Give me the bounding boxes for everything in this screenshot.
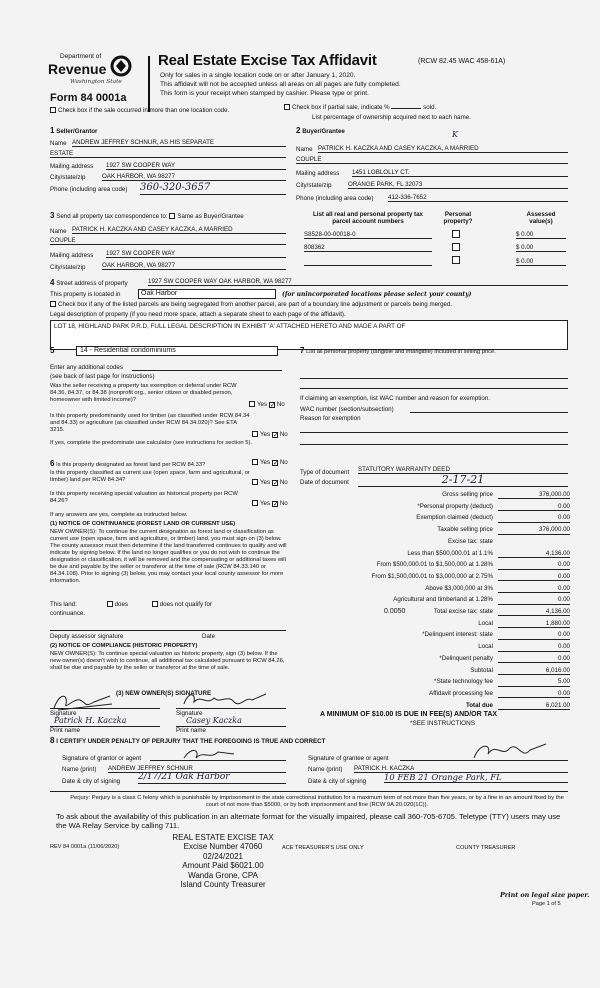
section-5-num: 5	[50, 346, 55, 355]
page-number: Page 1 of 5	[532, 901, 561, 907]
parcel-col-header: List all real and personal property tax parcel account numbers	[312, 211, 424, 226]
stamp-line-4: Amount Paid $6021.00	[182, 861, 264, 871]
section-1-num: 1	[50, 126, 55, 135]
grantor-name-label: Name (print)	[62, 766, 97, 773]
seller-mailing-label: Mailing address	[50, 163, 94, 170]
personal-property-line-2[interactable]	[300, 388, 568, 389]
doc-date-label: Date of document	[300, 479, 349, 486]
owner-signature-line-1[interactable]	[50, 708, 160, 709]
multi-location-check[interactable]: Check box if the sale occurred in more than one location code.	[50, 107, 229, 114]
tax-row	[300, 596, 570, 606]
tax-row-value[interactable]: 1,880.00	[498, 620, 570, 628]
corr-name-label: Name	[50, 228, 67, 235]
buyer-initial-mark: K	[452, 130, 458, 139]
doc-type-label: Type of document	[300, 469, 350, 476]
tax-row	[300, 550, 570, 560]
tax-row-label: Agricultural and timberland at 1.28%	[393, 596, 493, 604]
tax-row-label: Subtotal	[470, 666, 493, 674]
legal-description-field[interactable]: LOT 18, HIGHLAND PARK P.R.D, FULL LEGAL DESCRIPTION IN EXHIBIT 'A' ATTACHED HERETO AND MADE A PART OF	[50, 320, 568, 350]
historic-no-checkbox[interactable]	[272, 501, 278, 507]
notice-1-text: NEW OWNER(S): To continue the current designation as forest land or classification as current use (open space, farm and agriculture, or timber) land, you must sign on (3) below. The county assessor must then determine if the land transferred continues to qualify and will indicate by signing below. If the land no longer qualifies or you do not wish to continue the designation or classification, it will be removed and the compensating or additional taxes will be due and payable by the seller or transferor at the time of sale (RCW 84.33.140 or 84.34.108). Prior to signing (3) below, you may contact your local county assessor for more information.	[50, 529, 287, 585]
print-name-2[interactable]: Casey Kaczka	[186, 716, 242, 725]
tax-row-label: From $1,500,000.01 to $3,000,000 at 2.75%	[371, 572, 493, 580]
buyer-name-label: Name	[296, 146, 313, 153]
forest-yes-checkbox[interactable]	[252, 459, 258, 465]
tax-row-value[interactable]: 0.00	[498, 514, 570, 522]
tax-row-value[interactable]: 5.00	[498, 678, 570, 686]
notice-2-text: NEW OWNER(S): To continue special valuation as historic property, sign (3) below. If the new owner(s) doesn't wish to continue, all additional tax calculated pursuant to RCW 84.26, shall be due and payable by the seller or transferor at the time of sale.	[50, 651, 285, 672]
q1-yes-checkbox[interactable]	[249, 401, 255, 407]
tax-row-label: Total due	[465, 701, 493, 709]
section-6-q3: Is this property receiving special valuation as historical property per RCW 84.26?	[50, 491, 238, 505]
corr-mailing-label: Mailing address	[50, 252, 94, 259]
buyer-phone-label: Phone (including area code)	[296, 195, 374, 202]
form-number: Form 84 0001a	[50, 92, 127, 104]
parcel-number[interactable]	[304, 258, 432, 266]
legal-label: Legal description of property (if you need more space, attach a separate sheet to each page of the affidavit).	[50, 311, 346, 318]
forest-no-checkbox[interactable]	[272, 460, 278, 466]
section6-q2-answer[interactable]: Yes ✓ No	[252, 479, 288, 486]
doc-type-field[interactable]: STATUTORY WARRANTY DEED	[358, 466, 568, 474]
tax-row-value[interactable]: 6,021.00	[498, 702, 570, 710]
tax-row-value[interactable]: 0.00	[498, 503, 570, 511]
grantee-signature-line[interactable]	[400, 760, 568, 761]
current-use-no-checkbox[interactable]	[272, 480, 278, 486]
seller-mailing-field[interactable]: 1927 SW COOPER WAY	[106, 162, 286, 170]
section5-q2-answer[interactable]: Yes ✓ No	[252, 431, 288, 438]
seller-heading: Seller/Grantor	[56, 128, 98, 135]
q2-no-checkbox[interactable]	[272, 432, 278, 438]
dept-revenue: Revenue	[48, 61, 107, 77]
county-treasurer-label: COUNTY TREASURER	[456, 845, 516, 851]
header-note-2: This affidavit will not be accepted unless all areas on all pages are fully completed.	[160, 81, 401, 88]
tax-row-value[interactable]: 4,136.00	[498, 550, 570, 558]
personal-property-checkbox[interactable]	[452, 256, 460, 264]
notice-1-title: (1) NOTICE OF CONTINUANCE (FOREST LAND OR CURRENT USE)	[50, 521, 236, 527]
assessed-value[interactable]: $ 0.00	[516, 258, 566, 266]
tax-row	[300, 667, 570, 677]
list-percentage: List percentage of ownership acquired next to each name.	[312, 114, 471, 121]
dept-washington: Washington State	[70, 79, 122, 85]
grantor-sig-label: Signature of grantor or agent	[62, 755, 142, 762]
local-rate: 0.0050	[384, 608, 406, 615]
tax-row	[300, 608, 570, 618]
wac-label: WAC number (section/subsection)	[300, 406, 394, 413]
exemption-note: If claiming an exemption, list WAC number and reason for exemption.	[300, 395, 490, 402]
seller-phone-field[interactable]: 360-320-3657	[140, 182, 286, 195]
street-label: Street address of property	[56, 280, 128, 287]
buyer-city-field[interactable]: ORANGE PARK, FL 32073	[348, 181, 568, 189]
tax-row-value[interactable]: 6,016.00	[498, 667, 570, 675]
deputy-signature-line[interactable]	[50, 630, 286, 631]
footer-rule	[50, 791, 568, 792]
q1-no-checkbox[interactable]	[269, 402, 275, 408]
buyer-name-field[interactable]: PATRICK H. KACZKA AND CASEY KACZKA, A MARRIED	[318, 145, 568, 153]
section-2-num: 2	[296, 126, 301, 135]
tax-row	[300, 690, 570, 700]
section-1	[50, 126, 282, 136]
tax-row-label: Taxable selling price	[437, 526, 493, 534]
new-owner-sig-label: (3) NEW OWNER(S) SIGNATURE	[116, 690, 212, 697]
historic-yes-checkbox[interactable]	[252, 500, 258, 506]
personal-property-checkbox[interactable]	[452, 243, 460, 251]
street-field[interactable]: 1927 SW COOPER WAY OAK HARBOR, WA 98277	[148, 278, 568, 286]
print-name-1[interactable]: Patrick H. Kaczka	[54, 716, 127, 725]
grantee-sig-label: Signature of grantee or agent	[308, 755, 389, 762]
stamp-line-5: Wanda Grone, CPA	[188, 870, 258, 880]
section5-q1-answer[interactable]: Yes ✓ No	[249, 401, 285, 408]
q2-yes-checkbox[interactable]	[252, 431, 258, 437]
buyer-city-label: City/state/zip	[296, 182, 332, 189]
form-title: Real Estate Excise Tax Affidavit	[158, 52, 377, 69]
legal-size-note: Print on legal size paper.	[500, 891, 590, 899]
tax-row	[300, 573, 570, 583]
corr-name-field-2[interactable]: COUPLE	[50, 237, 286, 245]
tax-row	[300, 514, 570, 524]
reason-line-1[interactable]	[300, 432, 568, 433]
treasurer-stamp	[168, 833, 278, 890]
stamp-line-1: REAL ESTATE EXCISE TAX	[172, 833, 274, 842]
seller-city-field[interactable]: OAK HARBOR, WA 98277	[102, 173, 286, 181]
deputy-signature-label: Deputy assessor signature	[50, 633, 124, 640]
form-citation: (RCW 82.45 WAC 458-61A)	[418, 58, 506, 65]
section-4	[50, 278, 128, 288]
wac-field[interactable]	[410, 406, 568, 413]
parcel-number[interactable]: S8528-00-00018-0	[304, 231, 432, 239]
continuance-label: continuance.	[50, 610, 86, 617]
use-code-select[interactable]: 14 - Residential condominiums	[76, 346, 278, 356]
tax-row-label: *Delinquent penalty	[439, 654, 493, 662]
land-does-not-checkbox[interactable]	[152, 601, 158, 607]
same-as-buyer-checkbox[interactable]	[169, 213, 175, 219]
buyer-mailing-field[interactable]: 1451 LOBLOLLY CT.	[352, 169, 568, 177]
tax-row	[300, 631, 570, 641]
additional-codes-label: Enter any additional codes	[50, 364, 123, 371]
tax-row	[300, 503, 570, 513]
current-use-yes-checkbox[interactable]	[252, 479, 258, 485]
assessed-col-header: Assessed value(s)	[526, 211, 556, 226]
seller-phone-label: Phone (including area code)	[50, 186, 128, 193]
tax-row-label: Excise tax: state	[447, 537, 493, 545]
tax-row-value[interactable]: 0.00	[498, 655, 570, 663]
section-6-q1: 6 Is this property designated as forest land per RCW 84.33?	[50, 459, 206, 468]
doc-date-field[interactable]: 2-17-21	[358, 473, 568, 487]
tax-row-label: Local	[478, 643, 493, 651]
located-label: This property is located in	[50, 291, 121, 298]
minimum-due: A MINIMUM OF $10.00 IS DUE IN FEE(S) AND/OR TAX	[320, 711, 498, 718]
tax-row-label: *Personal property (deduct)	[417, 502, 493, 510]
rev-label: REV 84 0001a (11/06/2020)	[50, 844, 120, 850]
tax-row	[300, 620, 570, 630]
tax-row-value[interactable]: 0.00	[498, 643, 570, 651]
additional-codes-field[interactable]	[132, 364, 282, 371]
tax-row-label: Affidavit processing fee	[429, 689, 493, 697]
grantee-date-field[interactable]: 10 FEB 21 Orange Park, FL	[384, 772, 568, 783]
stamp-line-2: Excise Number 47060	[183, 842, 263, 852]
tax-row-value[interactable]: 0.00	[498, 573, 570, 581]
land-does-checkbox[interactable]	[107, 601, 113, 607]
grantor-signature-icon	[180, 744, 240, 764]
tax-row-label: Exemption claimed (deduct)	[416, 514, 493, 522]
multi-location-checkbox[interactable]	[50, 107, 56, 113]
header-note-3: This form is your receipt when stamped by cashier. Please type or print.	[160, 90, 369, 97]
reason-line-2[interactable]	[300, 444, 568, 445]
reason-label: Reason for exemption	[300, 415, 361, 422]
see-instructions: *SEE INSTRUCTIONS	[410, 720, 475, 727]
seller-name-field[interactable]: ANDREW JEFFREY SCHNUR, AS HIS SEPARATE	[72, 139, 286, 147]
tax-row	[300, 643, 570, 653]
header-note-1: Only for sales in a single location code on or after January 1, 2020.	[160, 72, 356, 79]
treasurer-use-label: ACE TREASURER'S USE ONLY	[282, 845, 364, 851]
section6-q1-answer[interactable]: Yes ✓ No	[252, 459, 288, 466]
tax-row-label: Gross selling price	[442, 491, 493, 498]
tax-row-label: Less than $500,000.01 at 1.1%	[407, 549, 493, 557]
personal-property-line-1[interactable]	[300, 378, 568, 379]
stamp-line-3: 02/24/2021	[202, 851, 244, 861]
tax-row-label: *State technology fee	[434, 678, 493, 686]
grantee-name-field[interactable]: PATRICK H. KACZKA	[354, 765, 568, 773]
section5-q2: Is this property predominantly used for timber (as classified under RCW 84.34 and 84.33) or agriculture (as classified under RCW 84.34.020)? See ETA 3215.	[50, 413, 250, 434]
buyer-name-field-2[interactable]: COUPLE	[296, 156, 568, 164]
tax-row	[300, 702, 570, 712]
section5-q1: Was the seller receiving a property tax exemption or deferral under RCW 84.36, 84.37, or 84.38 (nonprofit org., senior citizen or disabled person, homeowner with limited income)?	[50, 383, 237, 404]
section-4-num: 4	[50, 278, 55, 287]
tax-row-value[interactable]: 0.00	[498, 690, 570, 698]
section-3-num: 3	[50, 211, 55, 220]
buyer-heading: Buyer/Grantee	[302, 128, 345, 135]
owner-signature-line-2[interactable]	[176, 708, 286, 709]
personal-property-checkbox[interactable]	[452, 230, 460, 238]
tax-row	[300, 538, 570, 548]
revenue-logo-icon	[110, 55, 132, 77]
see-back-label: (see back of last page for instructions)	[50, 373, 155, 380]
section5-q2-note: If yes, complete the predominate use calculator (see instructions for section 5).	[50, 440, 253, 446]
stamp-line-6: Island County Treasurer	[180, 880, 266, 890]
segregated-check[interactable]: Check box if any of the listed parcels are being segregated from another parcel, are part of a boundary line adjustment or parcels being merged.	[50, 301, 452, 308]
section6-q3-answer[interactable]: Yes ✓ No	[252, 500, 288, 507]
grantor-date-label: Date & city of signing	[62, 778, 121, 785]
notice-2-title: (2) NOTICE OF COMPLIANCE (HISTORIC PROPERTY)	[50, 643, 198, 649]
located-note: (for unincorporated locations please select your county)	[282, 291, 472, 298]
assessed-value[interactable]: $ 0.00	[516, 244, 566, 252]
this-land-row: This land: does does not qualify for	[50, 601, 213, 608]
alternate-format-note: To ask about the availability of this publication in an alternate format for the visually impaired, please call 360-705-6705. Teletype (TTY) users may use the WA Relay Service by calling 711.	[56, 812, 561, 830]
tax-row-label: From $500,000.01 to $1,500,000 at 1.28%	[376, 561, 493, 569]
section-8: 8 I CERTIFY UNDER PENALTY OF PERJURY THAT THE FOREGOING IS TRUE AND CORRECT	[50, 736, 326, 745]
tax-row-value[interactable]: 0.00	[498, 561, 570, 569]
tax-row-value[interactable]: 0.00	[498, 596, 570, 604]
grantor-name-field[interactable]: ANDREW JEFFREY SCHNUR	[108, 765, 286, 773]
partial-sale-checkbox[interactable]	[284, 104, 290, 110]
corr-city-label: City/state/zip	[50, 264, 86, 271]
grantor-date-field[interactable]: 2/17/21 Oak Harbor	[138, 772, 286, 784]
tax-row-value[interactable]: 4,136.00	[498, 608, 570, 616]
seller-name-field-2[interactable]: ESTATE	[50, 150, 286, 158]
seller-city-label: City/state/zip	[50, 174, 86, 181]
tax-row	[300, 491, 570, 501]
perjury-note: Perjury: Perjury is a class C felony which is punishable by imprisonment in the state correctional institution for a maximum term of not more than five years, or by a fine in an amount fixed by the court of not more than $5000, or by both imprisonment and fine (RCW 9A.20.020(1C)).	[70, 795, 564, 809]
tax-row-value[interactable]: 376,000.00	[498, 526, 570, 534]
tax-row	[300, 678, 570, 688]
grantee-name-label: Name (print)	[308, 766, 343, 773]
location-select[interactable]: Oak Harbor	[138, 289, 276, 299]
grantor-signature-line[interactable]	[150, 760, 286, 761]
print-name-label-1: Print name	[50, 727, 80, 734]
tax-row	[300, 585, 570, 595]
tax-row-label: Above $3,000,000 at 3%	[425, 584, 493, 592]
tax-row	[300, 526, 570, 536]
section-6-q2: Is this property classified as current use (open space, farm and agricultural, or timber) land per RCW 84.34?	[50, 470, 250, 484]
partial-sale-check[interactable]: Check box if partial sale, indicate % sold.	[284, 104, 436, 111]
tax-row-label: Local	[478, 619, 493, 627]
tax-row	[300, 561, 570, 571]
tax-row-label: Total excise tax: state	[433, 608, 493, 615]
parcel-number[interactable]: 808362	[304, 244, 432, 252]
dept-of: Department of	[60, 53, 102, 60]
signature-label-2: Signature	[176, 710, 203, 717]
corr-name-field[interactable]: PATRICK H. KACZKA AND CASEY KACZKA, A MARRIED	[72, 226, 286, 234]
corr-city-field[interactable]: OAK HARBOR, WA 98277	[102, 262, 286, 270]
tax-row-value[interactable]: 376,000.00	[498, 491, 570, 499]
segregated-checkbox[interactable]	[50, 301, 56, 307]
corr-mailing-field[interactable]: 1927 SW COOPER WAY	[106, 250, 286, 258]
print-name-label-2: Print name	[176, 727, 206, 734]
signature-label-1: Signature	[50, 710, 77, 717]
buyer-phone-field[interactable]: 412-336-7652	[388, 194, 568, 202]
section-3	[50, 211, 290, 221]
section-7: 7 List all personal property (tangible and intangible) included in selling price.	[300, 346, 496, 355]
same-as-buyer-label: Same as Buyer/Grantee	[177, 213, 244, 220]
grantee-date-label: Date & city of signing	[308, 778, 367, 785]
tax-row-label: *Delinquent interest: state	[422, 631, 493, 639]
buyer-mailing-label: Mailing address	[296, 170, 340, 177]
section-2	[296, 126, 345, 136]
tax-row-value[interactable]: 0.00	[498, 585, 570, 593]
tax-row	[300, 655, 570, 665]
seller-name-label: Name	[50, 140, 67, 147]
header-divider	[148, 56, 150, 112]
tax-row-value[interactable]: 0.00	[498, 631, 570, 639]
assessed-value[interactable]: $ 0.00	[516, 231, 566, 239]
section-6-if-yes: If any answers are yes, complete as instructed below.	[50, 512, 188, 518]
correspondence-heading: Send all property tax correspondence to:	[56, 213, 168, 220]
deputy-date-label: Date	[202, 633, 216, 640]
personal-col-header: Personal property?	[443, 211, 473, 226]
